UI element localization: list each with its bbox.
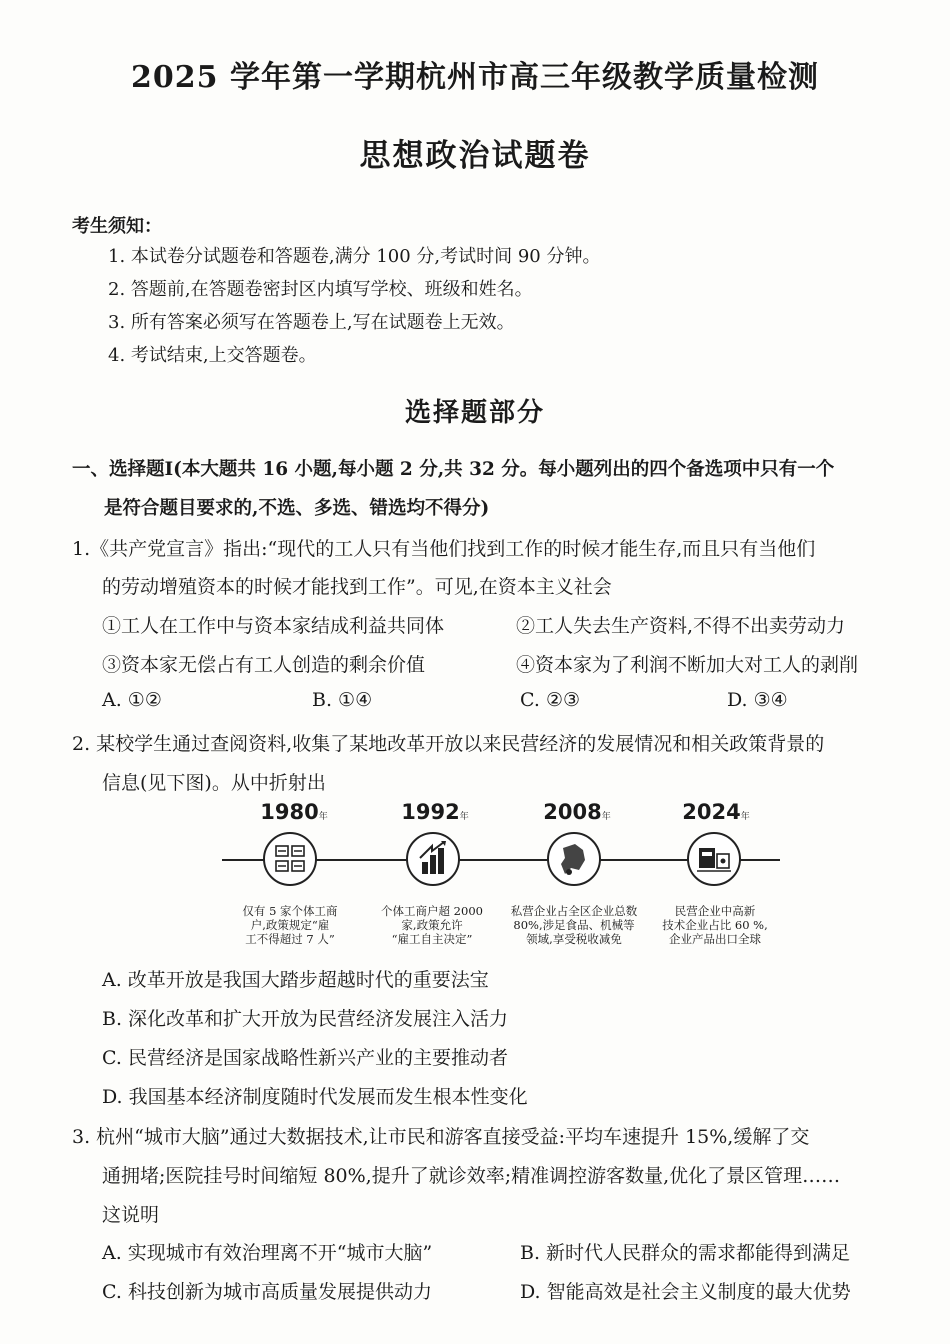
option-d: D. 我国基本经济制度随时代发展而发生根本性变化 bbox=[102, 1086, 528, 1108]
option-c: C. 科技创新为城市高质量发展提供动力 bbox=[102, 1281, 432, 1303]
instructions-line: 是符合题目要求的,不选、多选、错选均不得分) bbox=[104, 498, 490, 519]
instructions-line: 一、选择题Ⅰ(本大题共 16 小题,每小题 2 分,共 32 分。每小题列出的四个备选项中只有一个 bbox=[72, 459, 835, 480]
option-d: D. 智能高效是社会主义制度的最大优势 bbox=[520, 1281, 851, 1303]
option-b: B. 深化改革和扩大开放为民营经济发展注入活力 bbox=[102, 1008, 509, 1030]
exam-title: 2025 学年第一学期杭州市高三年级教学质量检测 bbox=[131, 60, 819, 95]
question-text: 的劳动增殖资本的时候才能找到工作”。可见,在资本主义社会 bbox=[102, 576, 612, 598]
question-text: 这说明 bbox=[102, 1204, 160, 1226]
question-text: 3. 杭州“城市大脑”通过大数据技术,让市民和游客直接受益:平均车速提升 15%,缓解了交 bbox=[72, 1126, 810, 1148]
option-a: A. 实现城市有效治理离不开“城市大脑” bbox=[102, 1242, 433, 1264]
growth-arrow-icon bbox=[406, 832, 460, 886]
region-map-icon bbox=[547, 832, 601, 886]
option-d: D. ③④ bbox=[727, 689, 788, 711]
tech-export-icon bbox=[687, 832, 741, 886]
timeline-year: 2008年 bbox=[543, 800, 611, 824]
statement-1: ①工人在工作中与资本家结成利益共同体 bbox=[102, 615, 445, 637]
notice-item: 2. 答题前,在答题卷密封区内填写学校、班级和姓名。 bbox=[108, 279, 533, 300]
timeline-year: 1992年 bbox=[401, 800, 469, 824]
timeline-caption: 民营企业中高新 技术企业占比 60 %, 企业产品出口全球 bbox=[662, 904, 768, 946]
question-text: 通拥堵;医院挂号时间缩短 80%,提升了就诊效率;精准调控游客数量,优化了景区管理…… bbox=[102, 1165, 841, 1187]
section-title: 选择题部分 bbox=[404, 398, 545, 428]
timeline-caption: 仅有 5 家个体工商 户,政策规定“雇 工不得超过 7 人” bbox=[242, 904, 338, 946]
timeline-year: 2024年 bbox=[682, 800, 750, 824]
notice-item: 3. 所有答案必须写在答题卷上,写在试题卷上无效。 bbox=[108, 312, 515, 333]
statement-3: ③资本家无偿占有工人创造的剩余价值 bbox=[102, 654, 426, 676]
question-text: 1.《共产党宣言》指出:“现代的工人只有当他们找到工作的时候才能生存,而且只有当他们 bbox=[72, 538, 816, 560]
statement-2: ②工人失去生产资料,不得不出卖劳动力 bbox=[516, 615, 846, 637]
option-a: A. ①② bbox=[102, 689, 162, 711]
timeline-year: 1980年 bbox=[260, 800, 328, 824]
question-text: 2. 某校学生通过查阅资料,收集了某地改革开放以来民营经济的发展情况和相关政策背景的 bbox=[72, 733, 825, 755]
statement-4: ④资本家为了利润不断加大对工人的剥削 bbox=[516, 654, 859, 676]
subject-title: 思想政治试题卷 bbox=[359, 138, 591, 174]
timeline-caption: 私营企业占全区企业总数 80%,涉足食品、机械等 领域,享受税收减免 bbox=[510, 904, 638, 946]
option-a: A. 改革开放是我国大踏步超越时代的重要法宝 bbox=[102, 969, 489, 991]
option-c: C. 民营经济是国家战略性新兴产业的主要推动者 bbox=[102, 1047, 508, 1069]
option-b: B. ①④ bbox=[312, 689, 373, 711]
question-text: 信息(见下图)。从中折射出 bbox=[102, 772, 326, 794]
option-c: C. ②③ bbox=[520, 689, 581, 711]
notice-item: 4. 考试结束,上交答题卷。 bbox=[108, 345, 317, 366]
notice-heading: 考生须知： bbox=[72, 216, 162, 237]
notice-item: 1. 本试卷分试题卷和答题卷,满分 100 分,考试时间 90 分钟。 bbox=[108, 246, 601, 267]
option-b: B. 新时代人民群众的需求都能得到满足 bbox=[520, 1242, 851, 1264]
shop-sign-icon bbox=[263, 832, 317, 886]
timeline-caption: 个体工商户超 2000 家,政策允许 “雇工自主决定” bbox=[381, 904, 483, 946]
